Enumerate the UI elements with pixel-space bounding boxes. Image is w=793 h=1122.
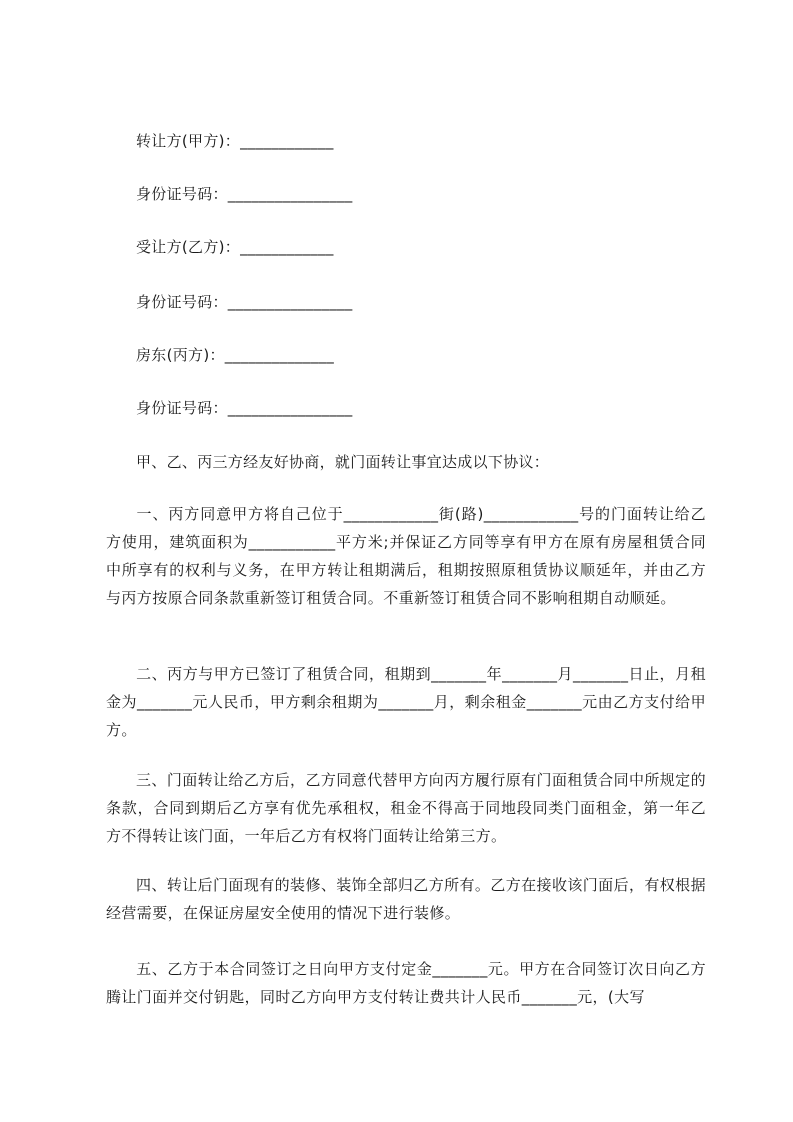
- transferor-field: 转让方(甲方)：____________: [136, 132, 334, 150]
- transferor-id-field: 身份证号码：________________: [136, 185, 353, 203]
- landlord-field: 房东(丙方)：______________: [136, 346, 335, 364]
- intro-paragraph: 甲、乙、丙三方经友好协商，就门面转让事宜达成以下协议：: [136, 453, 550, 471]
- clause-3-text: 三、门面转让给乙方后，乙方同意代替甲方向丙方履行原有门面租赁合同中所规定的条款，合同到期后乙方享有优先承租权，租金不得高于同地段同类门面租金，第一年乙方不得转让该门面，一年后乙方有权将门面转让给第三方。: [106, 771, 706, 845]
- clause-1: [106, 500, 706, 612]
- transferee-field: 受让方(乙方)：____________: [136, 238, 334, 256]
- clause-2-text: 二、丙方与甲方已签订了租赁合同，租期到_______年_______月_______日止，月租金为_______元人民币，甲方剩余租期为_______月，剩余租金_______元由乙方支付给甲方。: [106, 665, 706, 739]
- clause-1-text: 一、丙方同意甲方将自己位于____________街(路)____________号的门面转让给乙方使用，建筑面积为___________平方米;并保证乙方同等享有甲方在原有房屋租赁合同中所享有的权利与义务，在甲方转让租期满后，租期按照原租赁协议顺延年，并由乙方与丙方按原合同条款重新签订租赁合同。不重新签订租赁合同不影响租期自动顺延。: [106, 505, 706, 607]
- clause-4-text: 四、转让后门面现有的装修、装饰全部归乙方所有。乙方在接收该门面后，有权根据经营需要，在保证房屋安全使用的情况下进行装修。: [106, 876, 706, 922]
- clause-2: [106, 660, 706, 744]
- landlord-id-field: 身份证号码：________________: [136, 399, 353, 417]
- transferee-id-field: 身份证号码：________________: [136, 293, 353, 311]
- clause-3: [106, 766, 706, 850]
- clause-4: [106, 871, 706, 927]
- clause-5-text: 五、乙方于本合同签订之日向甲方支付定金_______元。甲方在合同签订次日向乙方腾让门面并交付钥匙，同时乙方向甲方支付转让费共计人民币_______元，(大写: [106, 960, 706, 1006]
- clause-5: [106, 955, 706, 1011]
